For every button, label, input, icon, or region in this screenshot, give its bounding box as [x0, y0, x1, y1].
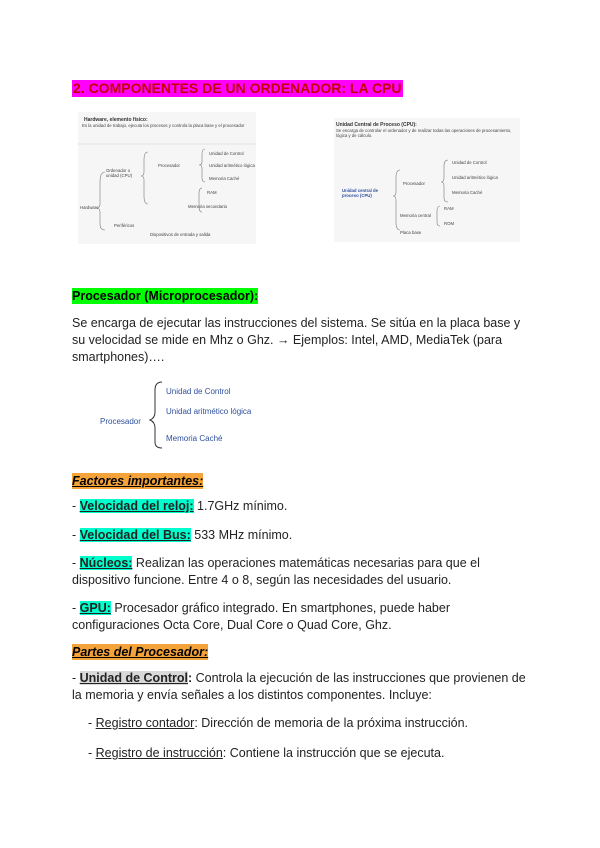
bullet-prefix: -	[72, 556, 80, 570]
thumb-right-leaf: Memoria Caché	[452, 190, 483, 195]
bullet-prefix: -	[72, 671, 80, 685]
sub-label: Registro contador	[95, 716, 195, 730]
bullet-prefix: -	[88, 716, 96, 730]
unidad-control-item	[72, 670, 534, 704]
curly-brace-icon	[146, 380, 166, 450]
bullet-prefix: -	[88, 746, 96, 760]
section-heading-partes: Partes del Procesador:	[72, 645, 209, 659]
factor-label: Velocidad del Bus:	[79, 528, 191, 542]
section-heading-procesador: Procesador (Microprocesador):	[72, 289, 259, 303]
diagram-root: Procesador	[100, 417, 141, 426]
factor-text: 1.7GHz mínimo.	[193, 499, 288, 513]
factor-label: Velocidad del reloj:	[79, 499, 194, 513]
thumb-left-sub1: Procesador	[158, 163, 180, 168]
factor-label: Núcleos:	[79, 556, 133, 570]
thumb-right-heading: Unidad Central de Proceso (CPU):	[336, 122, 417, 128]
thumb-right-leaf: Unidad de Control	[452, 160, 487, 165]
thumb-right-sub3: Placa base	[400, 230, 422, 235]
sub-text: : Dirección de memoria de la próxima instrucción.	[194, 716, 469, 730]
thumb-left-branch1: Ordenador o unidad (CPU)	[106, 168, 133, 178]
cpu-diagram-thumbnail	[334, 118, 520, 242]
part-label: Unidad de Control	[79, 671, 188, 685]
thumb-left-root: Hardware	[80, 205, 99, 210]
thumb-right-leaf: ROM	[444, 221, 455, 226]
bullet-prefix: -	[72, 528, 80, 542]
thumb-left-leaf: Dispositivos de entrada y salida	[150, 232, 211, 237]
thumb-right-root: Unidad central de proceso (CPU)	[342, 188, 379, 198]
sub-label: Registro de instrucción	[95, 746, 223, 760]
factor-item	[72, 555, 534, 589]
thumb-right-leaf: Unidad aritmético lógica	[452, 175, 498, 180]
thumb-left-leaf: Unidad de Control	[209, 151, 244, 156]
thumb-left-desc: Es la unidad de trabajo, ejecuta los procesos y controla la placa base y el procesador	[82, 123, 245, 128]
factor-label: GPU:	[79, 601, 111, 615]
thumb-right-sub1: Procesador	[403, 181, 425, 186]
factor-item	[72, 527, 534, 544]
sub-item	[88, 745, 534, 762]
section-heading-factores: Factores importantes:	[72, 474, 204, 488]
factor-item	[72, 498, 534, 515]
sub-item	[88, 715, 534, 732]
page-title: 2. COMPONENTES DE UN ORDENADOR: LA CPU	[73, 80, 402, 96]
thumb-left-heading: Hardware, elemento físico:	[84, 117, 148, 123]
thumb-left-leaf: RAM	[207, 190, 217, 195]
bullet-prefix: -	[72, 499, 80, 513]
procesador-diagram	[96, 380, 286, 450]
diagram-item: Unidad de Control	[166, 387, 231, 396]
diagram-item: Memoria Caché	[166, 434, 223, 443]
thumb-left-branch2: Periféricos	[114, 223, 135, 228]
hardware-diagram-thumbnail	[78, 112, 256, 244]
procesador-description: Se encarga de ejecutar las instrucciones del sistema. Se sitúa en la placa base y su velocidad se mide en Mhz o Ghz. → Ejemplos: Intel, AMD, MediaTek (para smartphones)….	[72, 316, 521, 364]
thumb-right-sub2: Memoria central	[400, 213, 431, 218]
bullet-prefix: -	[72, 601, 80, 615]
thumb-left-leaf: Memoria secundaria	[188, 204, 227, 209]
part-text: Controla la ejecución de las instrucciones que provienen de la memoria y envía señales a los distintos componentes. Incluye:	[72, 671, 526, 702]
factor-text: 533 MHz mínimo.	[190, 528, 293, 542]
thumb-left-leaf: Unidad aritmético lógica	[209, 163, 255, 168]
factor-text: Procesador gráfico integrado. En smartphones, puede haber configuraciones Octa Core, Dual Core o Quad Core, Ghz.	[72, 601, 450, 632]
factor-text: Realizan las operaciones matemáticas necesarias para que el dispositivo funcione. Entre 4 o 8, según las necesidades del usuario.	[72, 556, 480, 587]
thumb-right-leaf: RAM	[444, 206, 454, 211]
sub-text: : Contiene la instrucción que se ejecuta.	[222, 746, 445, 760]
part-colon: :	[187, 671, 193, 685]
diagram-item: Unidad aritmético lógica	[166, 407, 252, 416]
factor-item	[72, 600, 534, 634]
thumb-left-leaf: Memoria Caché	[209, 176, 240, 181]
thumb-right-desc: Se encarga de controlar el ordenador y de realizar todas las operaciones de procesamiento, lógica y de cálculo.	[336, 128, 512, 139]
